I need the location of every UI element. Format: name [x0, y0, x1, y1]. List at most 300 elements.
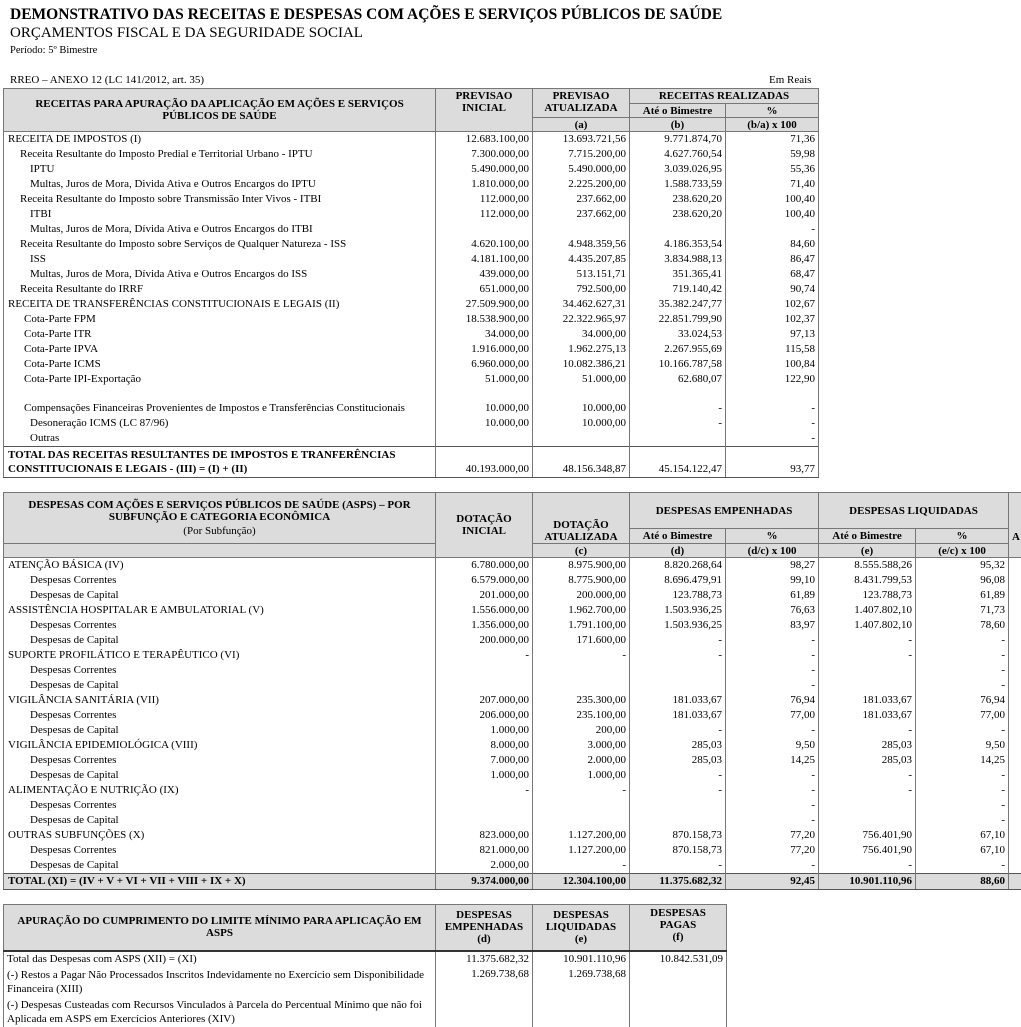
row-value: - — [436, 783, 533, 798]
row-value: 285,03 — [819, 753, 916, 768]
row-value: 4.627.760,54 — [630, 147, 726, 162]
row-value: 823.000,00 — [436, 828, 533, 843]
row-value: 4.948.359,56 — [533, 237, 630, 252]
row-label: Cota-Parte ITR — [4, 327, 436, 342]
expense-label-title: DESPESAS COM AÇÕES E SERVIÇOS PÚBLICOS DE SAÚDE (ASPS) – POR SUBFUNÇÃO E CATEGORIA ECONÔMICA — [6, 499, 433, 523]
table-row — [4, 237, 819, 252]
limit-liquidated-header — [533, 905, 630, 951]
total-value: 88,60 — [916, 874, 1009, 890]
row-value — [630, 798, 726, 813]
row-value: - — [916, 858, 1009, 874]
row-value — [630, 222, 726, 237]
row-value: 61,89 — [726, 588, 819, 603]
row-value: 651.000,00 — [436, 282, 533, 297]
row-value: 99,10 — [726, 573, 819, 588]
committed-header: DESPESAS EMPENHADAS — [630, 493, 819, 529]
table-row — [4, 177, 819, 192]
total-value: 9.374.000,00 — [436, 874, 533, 890]
row-value — [533, 387, 630, 401]
table-row — [4, 951, 727, 967]
total-label: TOTAL DAS RECEITAS RESULTANTES DE IMPOSTOS E TRANFERÊNCIAS CONSTITUCIONAIS E LEGAIS - (III) = (I) + (II) — [4, 447, 436, 478]
row-value: - — [726, 222, 819, 237]
row-value: 90,74 — [726, 282, 819, 297]
row-value: 51.000,00 — [436, 372, 533, 387]
row-label: VIGILÂNCIA EPIDEMIOLÓGICA (VIII) — [4, 738, 436, 753]
row-value: 35.382.247,77 — [630, 297, 726, 312]
row-value: 78,60 — [916, 618, 1009, 633]
row-value: - — [726, 723, 819, 738]
row-value: 122,90 — [726, 372, 819, 387]
row-label: VIGILÂNCIA SANITÁRIA (VII) — [4, 693, 436, 708]
row-value: 71,73 — [916, 603, 1009, 618]
forecast-updated-header: PREVISAO ATUALIZADA — [533, 89, 630, 118]
row-value: 1.127.200,00 — [533, 828, 630, 843]
table-row — [4, 783, 1021, 798]
total-label: TOTAL (XI) = (IV + V + VI + VII + VIII + IX + X) — [4, 874, 436, 890]
row-value: - — [819, 858, 916, 874]
row-value: - — [726, 783, 819, 798]
row-value: 200.000,00 — [436, 633, 533, 648]
table-row — [4, 573, 1021, 588]
row-label: Receita Resultante do Imposto sobre Transmissão Inter Vivos - ITBI — [4, 192, 436, 207]
row-value: 9.771.874,70 — [630, 132, 726, 148]
row-label: Receita Resultante do Imposto Predial e Territorial Urbano - IPTU — [4, 147, 436, 162]
row-label — [4, 387, 436, 401]
until-bimester-header: Até o Bimestre — [630, 104, 726, 118]
row-value: 1.791.100,00 — [533, 618, 630, 633]
row-value: 1.000,00 — [436, 723, 533, 738]
table-row — [4, 162, 819, 177]
table-row — [4, 663, 1021, 678]
row-value: 86,47 — [726, 252, 819, 267]
row-value: 112.000,00 — [436, 207, 533, 222]
row-value: 1.962.275,13 — [533, 342, 630, 357]
row-value: - — [630, 768, 726, 783]
row-value: 97,13 — [726, 327, 819, 342]
row-value: - — [916, 633, 1009, 648]
row-value — [533, 663, 630, 678]
row-value — [436, 222, 533, 237]
row-value: 285,03 — [630, 738, 726, 753]
budget-updated-sub: (c) — [533, 544, 630, 558]
row-value: 513.151,71 — [533, 267, 630, 282]
row-value: - — [916, 648, 1009, 663]
revenue-label-header: RECEITAS PARA APURAÇÃO DA APLICAÇÃO EM AÇÕES E SERVIÇOS PÚBLICOS DE SAÚDE — [4, 89, 436, 132]
row-value: 1.356.000,00 — [436, 618, 533, 633]
table-row — [4, 342, 819, 357]
row-value: 181.033,67 — [630, 693, 726, 708]
row-label: Despesas de Capital — [4, 768, 436, 783]
row-label: ITBI — [4, 207, 436, 222]
row-label: Despesas Correntes — [4, 618, 436, 633]
row-value: 235.100,00 — [533, 708, 630, 723]
limit-committed-title: DESPESAS EMPENHADAS — [438, 909, 530, 933]
table-row — [4, 843, 1021, 858]
row-value: - — [533, 648, 630, 663]
table-row — [4, 327, 819, 342]
table-row — [4, 357, 819, 372]
row-value — [436, 431, 533, 447]
limit-rows — [4, 951, 727, 1027]
row-value: 238.620,20 — [630, 207, 726, 222]
budget-updated-header: DOTAÇÃO ATUALIZADA — [533, 493, 630, 544]
row-value — [726, 387, 819, 401]
row-label: Outras — [4, 431, 436, 447]
limit-committed-sub: (d) — [438, 933, 530, 945]
committed-bimester-header: Até o Bimestre — [630, 529, 726, 544]
cut-column-letter: A — [1012, 531, 1020, 543]
row-value: 1.916.000,00 — [436, 342, 533, 357]
row-value: 2.000,00 — [533, 753, 630, 768]
row-value: - — [630, 723, 726, 738]
row-value: 439.000,00 — [436, 267, 533, 282]
table-row — [4, 282, 819, 297]
row-value: - — [916, 663, 1009, 678]
row-value — [630, 387, 726, 401]
row-value: - — [819, 633, 916, 648]
row-value: 95,32 — [916, 558, 1009, 574]
row-value: - — [916, 768, 1009, 783]
row-value: 22.322.965,97 — [533, 312, 630, 327]
row-value: 792.500,00 — [533, 282, 630, 297]
row-value: 756.401,90 — [819, 843, 916, 858]
limit-committed-header — [436, 905, 533, 951]
percent-sub: (b/a) x 100 — [726, 118, 819, 132]
row-value: 870.158,73 — [630, 828, 726, 843]
row-value: 1.810.000,00 — [436, 177, 533, 192]
row-value: 76,94 — [726, 693, 819, 708]
row-value — [533, 813, 630, 828]
row-label: Multas, Juros de Mora, Divida Ativa e Outros Encargos do IPTU — [4, 177, 436, 192]
row-label: SUPORTE PROFILÁTICO E TERAPÊUTICO (VI) — [4, 648, 436, 663]
limit-label-header: APURAÇÃO DO CUMPRIMENTO DO LIMITE MÍNIMO PARA APLICAÇÃO EM ASPS — [4, 905, 436, 951]
row-value: 1.588.733,59 — [630, 177, 726, 192]
row-label: (-) Restos a Pagar Não Processados Inscritos Indevidamente no Exercício sem Disponibilidade Financeira (XIII) — [4, 967, 436, 997]
row-label: IPTU — [4, 162, 436, 177]
liquidated-bimester-header: Até o Bimestre — [819, 529, 916, 544]
row-value: 102,67 — [726, 297, 819, 312]
revenue-rows — [4, 132, 819, 478]
row-value — [819, 798, 916, 813]
row-value: 33.024,53 — [630, 327, 726, 342]
row-value: 76,94 — [916, 693, 1009, 708]
row-value — [436, 997, 533, 1027]
row-value: 237.662,00 — [533, 207, 630, 222]
row-value: 237.662,00 — [533, 192, 630, 207]
row-value — [436, 798, 533, 813]
row-value — [630, 967, 727, 997]
committed-percent-header: % — [726, 529, 819, 544]
row-value: 61,89 — [916, 588, 1009, 603]
table-row — [4, 708, 1021, 723]
row-value: 10.000,00 — [436, 416, 533, 431]
row-value: 102,37 — [726, 312, 819, 327]
row-value: - — [819, 783, 916, 798]
row-label: Despesas de Capital — [4, 633, 436, 648]
row-value: 10.000,00 — [533, 401, 630, 416]
row-value: 96,08 — [916, 573, 1009, 588]
row-value: - — [436, 648, 533, 663]
row-value: - — [630, 633, 726, 648]
row-value: 1.503.936,25 — [630, 603, 726, 618]
row-value: - — [630, 858, 726, 874]
row-value: 77,20 — [726, 828, 819, 843]
row-label: ISS — [4, 252, 436, 267]
report-period: Período: 5º Bimestre — [10, 45, 97, 56]
row-value: 207.000,00 — [436, 693, 533, 708]
row-value: 7.715.200,00 — [533, 147, 630, 162]
row-label: Despesas Correntes — [4, 573, 436, 588]
limit-liquidated-sub: (e) — [535, 933, 627, 945]
committed-percent-sub: (d/c) x 100 — [726, 544, 819, 558]
row-label: Despesas de Capital — [4, 813, 436, 828]
table-row — [4, 222, 819, 237]
total-value: 10.901.110,96 — [819, 874, 916, 890]
row-value: - — [916, 723, 1009, 738]
row-value: 1.127.200,00 — [533, 843, 630, 858]
row-value: 1.407.802,10 — [819, 603, 916, 618]
row-value: 71,36 — [726, 132, 819, 148]
row-value: 235.300,00 — [533, 693, 630, 708]
table-row — [4, 858, 1021, 874]
row-value: 77,00 — [916, 708, 1009, 723]
table-row — [4, 312, 819, 327]
row-value: 8.000,00 — [436, 738, 533, 753]
row-value: 1.000,00 — [436, 768, 533, 783]
expense-label-sub: (Por Subfunção) — [6, 525, 433, 537]
row-value: 351.365,41 — [630, 267, 726, 282]
row-value: 68,47 — [726, 267, 819, 282]
row-value: 5.490.000,00 — [533, 162, 630, 177]
forecast-initial-header: PREVISAO INICIAL — [436, 89, 533, 132]
row-value — [436, 813, 533, 828]
revenue-realized-header: RECEITAS REALIZADAS — [630, 89, 819, 104]
table-row — [4, 997, 727, 1027]
row-value: 1.269.738,68 — [436, 967, 533, 997]
row-value: - — [916, 678, 1009, 693]
row-value: - — [533, 858, 630, 874]
row-value: 71,40 — [726, 177, 819, 192]
total-value: 40.193.000,00 — [436, 447, 533, 478]
row-value: 171.600,00 — [533, 633, 630, 648]
row-value — [819, 678, 916, 693]
row-value: 10.166.787,58 — [630, 357, 726, 372]
row-label: Cota-Parte IPI-Exportação — [4, 372, 436, 387]
row-value: 67,10 — [916, 843, 1009, 858]
row-value: 8.975.900,00 — [533, 558, 630, 574]
table-row — [4, 768, 1021, 783]
row-value — [436, 678, 533, 693]
row-value: - — [819, 768, 916, 783]
row-value: 201.000,00 — [436, 588, 533, 603]
row-value: 115,58 — [726, 342, 819, 357]
row-label: Total das Despesas com ASPS (XII) = (XI) — [4, 951, 436, 967]
row-label: Despesas Correntes — [4, 843, 436, 858]
row-label: ASSISTÊNCIA HOSPITALAR E AMBULATORIAL (V) — [4, 603, 436, 618]
total-value: 45.154.122,47 — [630, 447, 726, 478]
row-value: 112.000,00 — [436, 192, 533, 207]
liquidated-percent-sub: (e/c) x 100 — [916, 544, 1009, 558]
row-label: Multas, Juros de Mora, Dívida Ativa e Outros Encargos do ITBI — [4, 222, 436, 237]
limit-liquidated-title: DESPESAS LIQUIDADAS — [535, 909, 627, 933]
row-value: 123.788,73 — [819, 588, 916, 603]
row-label: Cota-Parte IPVA — [4, 342, 436, 357]
row-value: 206.000,00 — [436, 708, 533, 723]
row-value — [533, 678, 630, 693]
expense-table — [3, 492, 1021, 890]
row-value: 181.033,67 — [819, 693, 916, 708]
limit-paid-sub: (f) — [632, 931, 724, 943]
table-row — [4, 828, 1021, 843]
row-value: - — [726, 401, 819, 416]
percent-header: % — [726, 104, 819, 118]
row-value: 4.186.353,54 — [630, 237, 726, 252]
row-value: 1.269.738,68 — [533, 967, 630, 997]
row-value — [436, 663, 533, 678]
row-value: - — [630, 401, 726, 416]
row-value — [533, 431, 630, 447]
row-value: 200.000,00 — [533, 588, 630, 603]
row-value: 1.503.936,25 — [630, 618, 726, 633]
row-value: 34.000,00 — [533, 327, 630, 342]
row-value: 76,63 — [726, 603, 819, 618]
table-row — [4, 633, 1021, 648]
table-row — [4, 693, 1021, 708]
row-value: 8.775.900,00 — [533, 573, 630, 588]
table-row — [4, 431, 819, 447]
row-value: 6.579.000,00 — [436, 573, 533, 588]
table-row — [4, 588, 1021, 603]
liquidated-header: DESPESAS LIQUIDADAS — [819, 493, 1009, 529]
row-label: RECEITA DE IMPOSTOS (I) — [4, 132, 436, 148]
row-value — [436, 387, 533, 401]
row-label: Cota-Parte ICMS — [4, 357, 436, 372]
liquidated-bimester-sub: (e) — [819, 544, 916, 558]
row-value: 84,60 — [726, 237, 819, 252]
row-value: 34.462.627,31 — [533, 297, 630, 312]
row-value: - — [726, 663, 819, 678]
row-value: 8.696.479,91 — [630, 573, 726, 588]
row-value: 238.620,20 — [630, 192, 726, 207]
row-value: 3.834.988,13 — [630, 252, 726, 267]
total-value: 48.156.348,87 — [533, 447, 630, 478]
liquidated-percent-header: % — [916, 529, 1009, 544]
row-value: 8.820.268,64 — [630, 558, 726, 574]
total-row — [4, 874, 1021, 890]
row-value: 83,97 — [726, 618, 819, 633]
row-value: - — [916, 798, 1009, 813]
row-value: - — [726, 648, 819, 663]
row-value: 100,40 — [726, 192, 819, 207]
row-label: Desoneração ICMS (LC 87/96) — [4, 416, 436, 431]
row-value: 4.181.100,00 — [436, 252, 533, 267]
row-value: 51.000,00 — [533, 372, 630, 387]
row-label: Despesas Correntes — [4, 663, 436, 678]
limit-table — [3, 904, 727, 1027]
row-value: 62.680,07 — [630, 372, 726, 387]
row-value — [819, 663, 916, 678]
row-label: Receita Resultante do Imposto sobre Serviços de Qualquer Natureza - ISS — [4, 237, 436, 252]
expense-label-header — [4, 493, 436, 544]
budget-initial-header: DOTAÇÃO INICIAL — [436, 493, 533, 558]
row-label: Despesas Correntes — [4, 753, 436, 768]
row-value: 3.039.026,95 — [630, 162, 726, 177]
row-value: 13.693.721,56 — [533, 132, 630, 148]
row-value: 1.407.802,10 — [819, 618, 916, 633]
table-row — [4, 207, 819, 222]
row-label: OUTRAS SUBFUNÇÕES (X) — [4, 828, 436, 843]
table-row — [4, 401, 819, 416]
row-value: - — [819, 648, 916, 663]
table-row — [4, 798, 1021, 813]
row-value: 22.851.799,90 — [630, 312, 726, 327]
table-row — [4, 252, 819, 267]
row-value: 6.780.000,00 — [436, 558, 533, 574]
row-value — [630, 663, 726, 678]
total-value: 12.304.100,00 — [533, 874, 630, 890]
row-value: 285,03 — [819, 738, 916, 753]
row-value: 8.555.588,26 — [819, 558, 916, 574]
row-value: 6.960.000,00 — [436, 357, 533, 372]
until-bimester-sub: (b) — [630, 118, 726, 132]
row-label: Despesas de Capital — [4, 858, 436, 874]
total-row — [4, 447, 819, 478]
row-value: 34.000,00 — [436, 327, 533, 342]
row-label: Despesas Correntes — [4, 798, 436, 813]
row-label: Despesas Correntes — [4, 708, 436, 723]
row-value: 123.788,73 — [630, 588, 726, 603]
row-value: 10.000,00 — [436, 401, 533, 416]
row-value: - — [819, 723, 916, 738]
table-row — [4, 558, 1021, 574]
row-value: 10.842.531,09 — [630, 951, 727, 967]
row-value — [533, 798, 630, 813]
table-row — [4, 678, 1021, 693]
row-value — [819, 813, 916, 828]
row-value: 719.140,42 — [630, 282, 726, 297]
row-value: 181.033,67 — [819, 708, 916, 723]
row-value — [630, 997, 727, 1027]
row-label: Multas, Juros de Mora, Dívida Ativa e Outros Encargos do ISS — [4, 267, 436, 282]
row-value: 11.375.682,32 — [436, 951, 533, 967]
table-row — [4, 147, 819, 162]
row-value: 2.225.200,00 — [533, 177, 630, 192]
row-value: 14,25 — [726, 753, 819, 768]
row-value: 870.158,73 — [630, 843, 726, 858]
row-value: - — [916, 783, 1009, 798]
row-label: (-) Despesas Custeadas com Recursos Vinculados à Parcela do Percentual Mínimo que não foi Aplicada em ASPS em Exercícios Anteriores (XIV) — [4, 997, 436, 1027]
row-value: - — [916, 813, 1009, 828]
row-value: - — [630, 416, 726, 431]
row-value: 1.000,00 — [533, 768, 630, 783]
table-row — [4, 813, 1021, 828]
row-value: 9,50 — [726, 738, 819, 753]
total-value: 92,45 — [726, 874, 819, 890]
row-value: - — [630, 783, 726, 798]
row-value: 18.538.900,00 — [436, 312, 533, 327]
row-value: 12.683.100,00 — [436, 132, 533, 148]
report-title: DEMONSTRATIVO DAS RECEITAS E DESPESAS COM AÇÕES E SERVIÇOS PÚBLICOS DE SAÚDE — [10, 6, 722, 24]
table-row — [4, 967, 727, 997]
row-value: - — [726, 768, 819, 783]
row-value: 181.033,67 — [630, 708, 726, 723]
row-value: 4.620.100,00 — [436, 237, 533, 252]
report-subtitle: ORÇAMENTOS FISCAL E DA SEGURIDADE SOCIAL — [10, 25, 363, 42]
row-value: 1.962.700,00 — [533, 603, 630, 618]
row-value: 8.431.799,53 — [819, 573, 916, 588]
row-value: 67,10 — [916, 828, 1009, 843]
row-value: 10.901.110,96 — [533, 951, 630, 967]
